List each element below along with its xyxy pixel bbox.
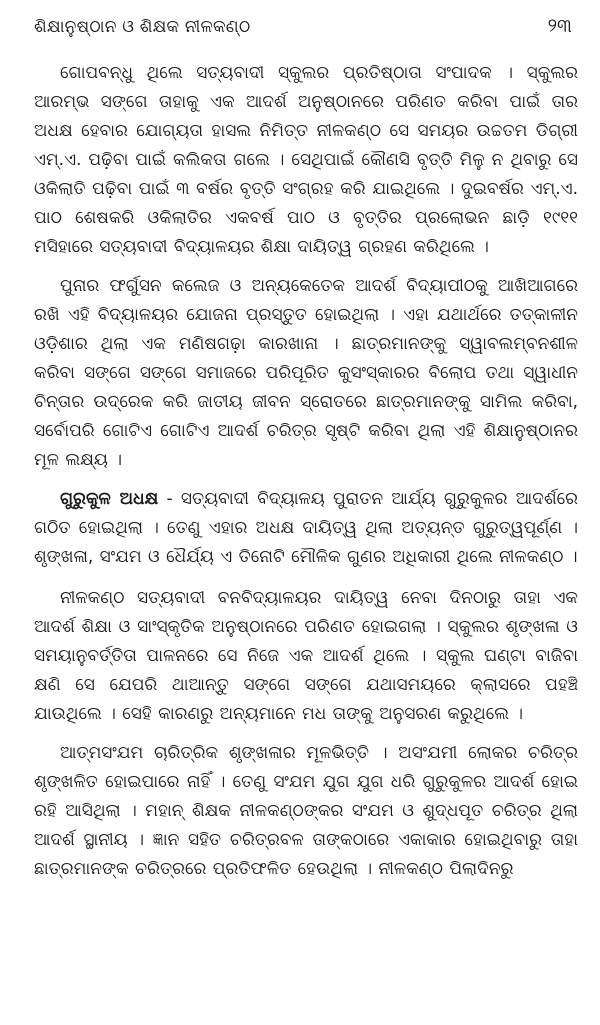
- paragraph-5: ଆତ୍ମସଂଯମ ଚାରିତ୍ରିକ ଶୃଙ୍ଖଳାର ମୂଳଭିତ୍ତି । ଅସଂଯମୀ ଲୋକର ଚରିତ୍ର ଶୃଙ୍ଖଳିତ ହୋଇପାରେ ନାହିଁ । ତେଣୁ ସଂଯମ ଯୁଗ ଯୁଗ ଧରି ଗୁରୁକୁଳର ଆଦର୍ଶ ହୋଇ ରହି ଆସିଥିଲା । ମହାନ୍ ଶିକ୍ଷକ ନୀଳକଣ୍ଠଙ୍କର ସଂଯମ ଓ ଶୁଦ୍ଧପୂତ ଚରିତ୍ର ଥିଲା ଆଦର୍ଶ ସ୍ଥାନୀୟ । ଜ୍ଞାନ ସହିତ ଚରିତ୍ରବଳ ତାଙ୍କଠାରେ ଏକାକାର ହୋଇଥିବାରୁ ତାହା ଛାତ୍ରମାନଙ୍କ ଚରିତ୍ରରେ ପ୍ରତିଫଳିତ ହେଉଥିଲା । ନୀଳକଣ୍ଠ ପିଲାଦିନରୁ: [34, 743, 578, 879]
- paragraph-4: ନୀଳକଣ୍ଠ ସତ୍ୟବାଦୀ ବନବିଦ୍ୟାଳୟର ଦାୟିତ୍ୱ ନେବା ଦିନଠାରୁ ତାହା ଏକ ଆଦର୍ଶ ଶିକ୍ଷା ଓ ସାଂସ୍କୃତିକ ଅନୁଷ୍ଠାନରେ ପରିଣତ ହୋଇଗଲା । ସ୍କୁଲର ଶୃଙ୍ଖଳା ଓ ସମୟାନୁବର୍ତ୍ତିତା ପାଳନରେ ସେ ନିଜେ ଏକ ଆଦର୍ଶ ଥିଲେ । ସ୍କୁଲ ଘଣ୍ଟା ବାଜିବା କ୍ଷଣି ସେ ଯେପରି ଥାଆନ୍ତୁ ସଙ୍ଗେ ସଙ୍ଗେ ଯଥାସମୟରେ କ୍ଲାସରେ ପହଞ୍ଚି ଯାଉଥିଲେ । ସେହି କାରଣରୁ ଅନ୍ୟମାନେ ମଧ ତାଙ୍କୁ ଅନୁସରଣ କରୁଥିଲେ ।: [34, 588, 578, 724]
- running-header: [34, 14, 578, 39]
- paragraph-3-text: - ସତ୍ୟବାଦୀ ବିଦ୍ୟାଳୟ ପୁରାତନ ଆର୍ଯ୍ୟ ଗୁରୁକୁଳର ଆଦର୍ଶରେ ଗଠିତ ହୋଇଥିଲା । ତେଣୁ ଏହାର ଅଧକ୍ଷ ଦାୟିତ୍ୱ ଥିଲା ଅତ୍ୟନ୍ତ ଗୁରୁତ୍ୱପୂର୍ଣ୍ଣ । ଶୃଙ୍ଖଳା, ସଂଯମ ଓ ଧୈର୍ଯ୍ୟ ଏ ତିନୋଟି ମୌଳିକ ଗୁଣର ଅଧିକାରୀ ଥିଲେ ନୀଳକଣ୍ଠ ।: [34, 489, 579, 567]
- section-heading: ଗୁରୁକୁଳ ଅଧକ୍ଷ: [60, 489, 159, 509]
- paragraph-3: [34, 485, 578, 572]
- paragraph-1: ଗୋପବନ୍ଧୁ ଥିଲେ ସତ୍ୟବାଦୀ ସ୍କୁଲର ପ୍ରତିଷ୍ଠାତା ସଂପାଦକ । ସ୍କୁଲର ଆରମ୍ଭ ସଙ୍ଗେ ତାହାକୁ ଏକ ଆଦର୍ଶ ଅନୁଷ୍ଠାନରେ ପରିଣତ କରିବା ପାଇଁ ତାର ଅଧକ୍ଷ ହେବାର ଯୋଗ୍ୟତା ହାସଲ ନିମିତ୍ତ ନୀଳକଣ୍ଠ ସେ ସମୟର ଉଚ୍ଚତମ ଡିଗ୍ରୀ ଏମ୍.ଏ. ପଢ଼ିବା ପାଇଁ କଲିକତା ଗଲେ । ସେଥିପାଇଁ କୌଣସି ବୃତ୍ତି ମିଳୁ ନ ଥିବାରୁ ସେ ଓକିଲାତି ପଢ଼ିବା ପାଇଁ ୩ ବର୍ଷର ବୃତ୍ତି ସଂଗ୍ରହ କରି ଯାଇଥିଲେ । ଦୁଇବର୍ଷର ଏମ୍.ଏ. ପାଠ ଶେଷକରି ଓକିଲାତିର ଏକବର୍ଷ ପାଠ ଓ ବୃତ୍ତିର ପ୍ରଲୋଭନ ଛାଡ଼ି ୧୯୧୧ ମସିହାରେ ସତ୍ୟବାଦୀ ବିଦ୍ୟାଳୟର ଶିକ୍ଷା ଦାୟିତ୍ୱ ଗ୍ରହଣ କରିଥିଲେ ।: [34, 63, 578, 257]
- page-number: ୨୩: [547, 15, 572, 37]
- paragraph-2: ପୁନାର ଫର୍ଗୁସନ କଲେଜ ଓ ଅନ୍ୟକେତେକ ଆଦର୍ଶ ବିଦ୍ୟାପୀଠକୁ ଆଖିଆଗରେ ରଖି ଏହି ବିଦ୍ୟାଳୟର ଯୋଜନା ପ୍ରସ୍ତୁତ ହୋଇଥିଲା । ଏହା ଯଥାର୍ଥରେ ତତ୍କାଳୀନ ଓଡ଼ିଶାର ଥିଲା ଏକ ମଣିଷଗଢ଼ା କାରଖାନା । ଛାତ୍ରମାନଙ୍କୁ ସ୍ୱାବଲମ୍ବନଶୀଳ କରିବା ସଙ୍ଗେ ସଙ୍ଗେ ସମାଜରେ ପରିପୂରିତ କୁସଂସ୍କାରର ବିଲୋପ ତଥା ସ୍ୱାଧୀନ ଚିନ୍ତାର ଉଦ୍ରେକ କରି ଜାତୀୟ ଜୀବନ ସ୍ରୋତରେ ଛାତ୍ରମାନଙ୍କୁ ସାମିଲ କରିବା, ସର୍ବୋପରି ଗୋଟିଏ ଗୋଟିଏ ଆଦର୍ଶ ଚରିତ୍ର ସୃଷ୍ଟି କରିବା ଥିଲା ଏହି ଶିକ୍ଷାନୁଷ୍ଠାନର ମୂଳ ଲକ୍ଷ୍ୟ ।: [34, 276, 578, 470]
- running-title: ଶିକ୍ଷାନୁଷ୍ଠାନ ଓ ଶିକ୍ଷକ ନୀଳକଣ୍ଠ: [34, 17, 251, 37]
